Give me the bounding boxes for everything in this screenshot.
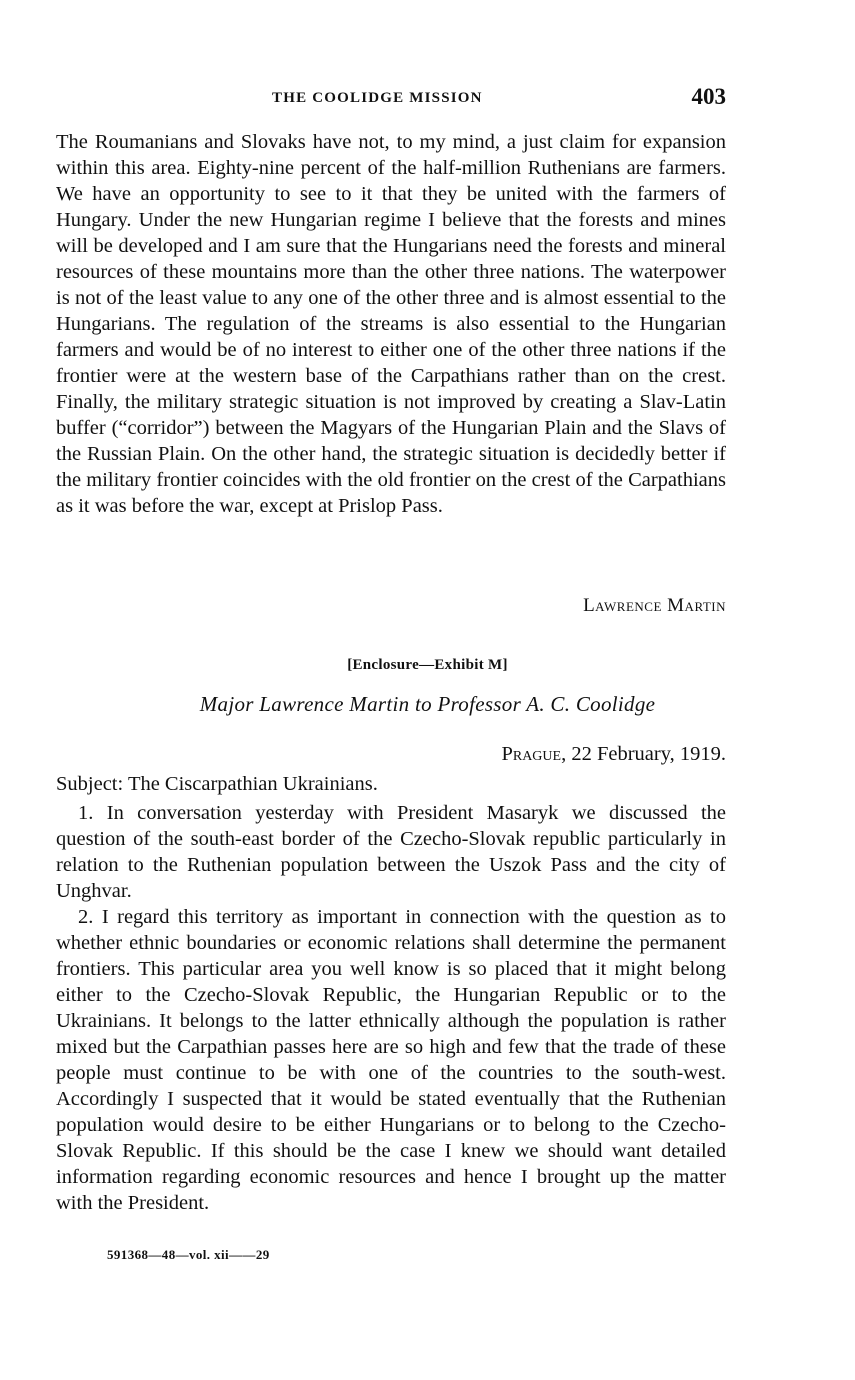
subject-line: Subject: The Ciscarpathian Ukrainians. — [56, 773, 378, 795]
page-number: 403 — [691, 84, 726, 109]
running-title: THE COOLIDGE MISSION — [272, 90, 483, 106]
dateline-place: Prague — [501, 743, 562, 765]
enclosure-label: [Enclosure—Exhibit M] — [347, 657, 508, 673]
dateline-date: , 22 February, 1919. — [561, 743, 726, 765]
continuation-paragraph: The Roumanians and Slovaks have not, to my mind, a just claim for expansion within this area. Eighty-nine percent of the half-million Ruthenians are farmers. We have an opportunity to see to it that they be united with the farmers of Hungary. Under the new Hungarian regime I believe that the forests and mines will be developed and I am sure that the Hungarians need the forests and mineral resources of these mountains more than the other three nations. The waterpower is not of the least value to any one of the other three and is almost essential to the Hungarians. The regulation of the streams is also essential to the Hungarian farmers and would be of no interest to either one of the other three nations if the frontier were at the western base of the Carpathians rather than on the crest. Finally, the military strategic situation is not improved by creating a Slav-Latin buffer (“corridor”) between the Magyars of the Hungarian Plain and the Slavs of the Russian Plain. On the other hand, the strategic situation is decidedly better if the military frontier coincides with the old frontier on the crest of the Carpathians as it was before the war, except at Prislop Pass. — [56, 131, 726, 517]
document-title: Major Lawrence Martin to Professor A. C. Coolidge — [199, 692, 656, 716]
signature: Lawrence Martin — [583, 595, 726, 616]
numbered-paragraph-2: 2. I regard this territory as important in connection with the question as to whether ethnic boundaries or economic relations shall determine the permanent frontiers. This particular area you well know is so placed that it might belong either to the Czecho-Slovak Republic, the Hungarian Republic or to the Ukrainians. It belongs to the latter ethnically although the population is rather mixed but the Carpathian passes here are so high and few that the trade of these people must continue to be with one of the countries to the south-west. Accordingly I suspected that it would be stated eventually that the Ruthenian population would desire to be either Hungarians or to belong to the Czecho-Slovak Republic. If this should be the case I knew we should want detailed information regarding economic resources and hence I brought up the matter with the President. — [56, 906, 726, 1214]
page-header — [56, 84, 726, 114]
printer-signature: 591368—48—vol. xii——29 — [107, 1247, 270, 1262]
numbered-paragraph-1: 1. In conversation yesterday with President Masaryk we discussed the question of the south-east border of the Czecho-Slovak republic particularly in relation to the Ruthenian population between the Uszok Pass and the city of Unghvar. — [56, 802, 726, 902]
dateline — [501, 743, 726, 766]
